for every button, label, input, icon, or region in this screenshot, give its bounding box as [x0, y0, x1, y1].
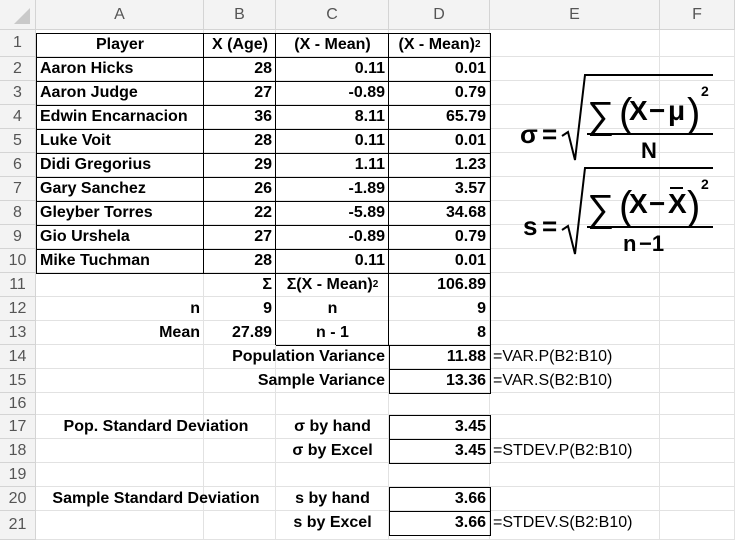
row-header[interactable]: 21 [0, 511, 36, 540]
player-name-cell[interactable]: Aaron Hicks [40, 60, 134, 77]
sigma-mu-symbol: μ [668, 95, 686, 126]
mean-label-cell[interactable]: Mean [159, 324, 200, 341]
row-header[interactable]: 10 [0, 249, 36, 273]
grid-cell[interactable] [660, 439, 735, 463]
row-header[interactable]: 8 [0, 201, 36, 225]
player-name-cell[interactable]: Edwin Encarnacion [40, 108, 188, 125]
player-sq-diff-cell[interactable]: 0.79 [454, 228, 486, 245]
row-header[interactable]: 16 [0, 393, 36, 415]
player-name-cell[interactable]: Gleyber Torres [40, 204, 153, 221]
standard-deviation-formulas [515, 70, 715, 260]
s-xbar-variable: X [668, 188, 687, 219]
pop-var-label-cell[interactable]: Population Variance [232, 348, 385, 365]
column-header-d[interactable]: D [389, 0, 490, 30]
row-header[interactable]: 6 [0, 153, 36, 177]
grid-cell[interactable] [490, 321, 660, 345]
grid-cell[interactable] [36, 393, 204, 415]
sigma-sum-symbol: ∑ [587, 95, 615, 137]
grid-cell[interactable] [660, 487, 735, 511]
sigma-x-variable: X [629, 95, 648, 126]
player-diff-cell[interactable]: 8.11 [354, 108, 385, 125]
player-sq-diff-cell[interactable]: 0.79 [454, 84, 486, 101]
s-excel-value-cell[interactable]: 3.66 [454, 514, 486, 531]
player-name-cell[interactable]: Aaron Judge [40, 84, 138, 101]
grid-cell[interactable] [36, 345, 204, 369]
player-age-cell[interactable]: 27 [254, 228, 272, 245]
sigma-equals-sign: = [542, 119, 558, 149]
row-header[interactable]: 19 [0, 463, 36, 487]
row-header[interactable]: 12 [0, 297, 36, 321]
samp-sd-label-cell[interactable]: Sample Standard Deviation [52, 490, 260, 507]
player-diff-cell[interactable]: 1.11 [354, 156, 385, 173]
grid-cell[interactable] [389, 393, 490, 415]
sigma-minus-sign: − [649, 95, 666, 126]
sum-sq-value-cell[interactable]: 106.89 [437, 276, 486, 293]
player-diff-cell[interactable]: 0.11 [354, 60, 385, 77]
grid-cell[interactable] [490, 463, 660, 487]
s-excel-formula-cell[interactable]: =STDEV.S(B2:B10) [493, 514, 633, 531]
select-all-corner[interactable] [0, 0, 36, 30]
row-header[interactable]: 15 [0, 369, 36, 393]
player-diff-cell[interactable]: -0.89 [348, 228, 385, 245]
player-age-cell[interactable]: 27 [254, 84, 272, 101]
s-sum-symbol: ∑ [587, 188, 615, 230]
header-sq-diff-base: (X - Mean) [398, 36, 475, 53]
player-diff-cell[interactable]: 0.11 [354, 132, 385, 149]
sigma-excel-value-cell[interactable]: 3.45 [454, 442, 486, 459]
sample-sd-formula [523, 168, 713, 256]
grid-cell[interactable] [389, 463, 490, 487]
player-sq-diff-cell[interactable]: 3.57 [454, 180, 486, 197]
n-label-cell[interactable]: n [190, 300, 200, 317]
sum-sq-label-cell[interactable]: Σ(X - Mean) 2 [286, 276, 379, 293]
pop-var-formula-cell[interactable]: =VAR.P(B2:B10) [493, 348, 613, 365]
s-denominator-n: n [623, 231, 637, 256]
header-diff[interactable]: (X - Mean) [294, 36, 371, 53]
header-player[interactable]: Player [95, 36, 145, 53]
player-name-cell[interactable]: Luke Voit [40, 132, 111, 149]
grid-cell[interactable] [204, 439, 276, 463]
grid-cell[interactable] [36, 439, 204, 463]
player-diff-cell[interactable]: -0.89 [348, 84, 385, 101]
grid-cell[interactable] [204, 393, 276, 415]
s-open-paren: ( [619, 184, 633, 228]
player-name-cell[interactable]: Gary Sanchez [40, 180, 146, 197]
player-age-cell[interactable]: 29 [254, 156, 272, 173]
n-label-c-cell[interactable]: n [327, 300, 338, 317]
grid-cell[interactable] [660, 511, 735, 540]
column-header-a[interactable]: A [36, 0, 204, 30]
s-excel-label-cell[interactable]: s by Excel [293, 514, 372, 531]
samp-var-formula-cell[interactable]: =VAR.S(B2:B10) [493, 372, 613, 389]
row-header[interactable]: 5 [0, 129, 36, 153]
n-value-d-cell[interactable]: 9 [477, 300, 486, 317]
sigma-excel-label-cell[interactable]: σ by Excel [292, 442, 373, 459]
grid-cell[interactable] [660, 415, 735, 439]
grid-cell[interactable] [36, 511, 204, 540]
grid-cell[interactable] [660, 463, 735, 487]
sigma-lhs-symbol: σ [520, 119, 538, 149]
player-age-cell[interactable]: 28 [254, 132, 272, 149]
player-sq-diff-cell[interactable]: 1.23 [454, 156, 486, 173]
row-header[interactable]: 2 [0, 57, 36, 81]
grid-cell[interactable] [490, 297, 660, 321]
select-all-triangle-icon [14, 8, 30, 24]
n-value-b-cell[interactable]: 9 [263, 300, 272, 317]
grid-cell[interactable] [36, 369, 204, 393]
s-denominator-minus-one: −1 [639, 231, 665, 256]
s-x-variable: X [629, 188, 648, 219]
grid-cell[interactable] [204, 511, 276, 540]
player-sq-diff-cell[interactable]: 0.01 [454, 60, 486, 77]
s-equals-sign: = [542, 211, 558, 241]
grid-cell[interactable] [490, 487, 660, 511]
grid-cell[interactable] [276, 393, 389, 415]
samp-var-label-cell[interactable]: Sample Variance [257, 372, 385, 389]
pop-var-value-cell[interactable]: 11.88 [446, 348, 486, 365]
grid-cell[interactable] [36, 463, 204, 487]
sigma-label-cell[interactable]: Σ [262, 276, 272, 293]
row-header[interactable]: 13 [0, 321, 36, 345]
player-age-cell[interactable]: 22 [254, 204, 272, 221]
grid-cell[interactable] [660, 30, 735, 57]
grid-cell[interactable] [490, 30, 660, 57]
grid-cell[interactable] [660, 345, 735, 369]
sigma-hand-value-cell[interactable]: 3.45 [454, 418, 486, 435]
s-exponent: 2 [701, 176, 709, 192]
grid-cell[interactable] [204, 463, 276, 487]
s-lhs-symbol: s [523, 211, 538, 241]
player-diff-cell[interactable]: -5.89 [348, 204, 385, 221]
row-header[interactable]: 18 [0, 439, 36, 463]
player-name-cell[interactable]: Mike Tuchman [40, 252, 150, 269]
grid-cell[interactable] [660, 297, 735, 321]
row-header[interactable]: 14 [0, 345, 36, 369]
pop-sd-label-cell[interactable]: Pop. Standard Deviation [63, 418, 249, 435]
row-header[interactable]: 20 [0, 487, 36, 511]
player-age-cell[interactable]: 28 [254, 252, 272, 269]
header-age[interactable]: X (Age) [212, 36, 268, 53]
header-sq-diff[interactable]: (X - Mean) 2 [398, 36, 481, 53]
s-minus-sign: − [649, 188, 666, 219]
row-header[interactable]: 17 [0, 415, 36, 439]
mean-value-cell[interactable]: 27.89 [231, 324, 272, 341]
row-header[interactable]: 3 [0, 81, 36, 105]
player-sq-diff-cell[interactable]: 0.01 [454, 252, 486, 269]
player-sq-diff-cell[interactable]: 34.68 [445, 204, 486, 221]
grid-cell[interactable] [490, 273, 660, 297]
player-diff-cell[interactable]: 0.11 [354, 252, 385, 269]
grid-cell[interactable] [660, 393, 735, 415]
row-header[interactable]: 4 [0, 105, 36, 129]
grid-cell[interactable] [660, 321, 735, 345]
population-sd-formula [520, 75, 713, 163]
s-hand-label-cell[interactable]: s by hand [295, 490, 370, 507]
grid-cell[interactable] [490, 393, 660, 415]
row-header[interactable]: 11 [0, 273, 36, 297]
sigma-excel-formula-cell[interactable]: =STDEV.P(B2:B10) [493, 442, 633, 459]
player-name-cell[interactable]: Didi Gregorius [40, 156, 152, 173]
column-header-f[interactable]: F [660, 0, 735, 30]
player-diff-cell[interactable]: -1.89 [348, 180, 385, 197]
n-minus-1-value-cell[interactable]: 8 [477, 324, 486, 341]
sum-sq-label-base: Σ(X - Mean) [286, 276, 373, 293]
sigma-denominator-n: N [641, 138, 657, 163]
player-age-cell[interactable]: 36 [254, 108, 272, 125]
grid-cell[interactable] [660, 273, 735, 297]
player-sq-diff-cell[interactable]: 65.79 [445, 108, 486, 125]
sigma-hand-label-cell[interactable]: σ by hand [294, 418, 371, 435]
grid-cell[interactable] [36, 273, 204, 297]
s-hand-value-cell[interactable]: 3.66 [454, 490, 486, 507]
grid-cell[interactable] [660, 369, 735, 393]
player-age-cell[interactable]: 26 [254, 180, 272, 197]
column-header-b[interactable]: B [204, 0, 276, 30]
grid-cell[interactable] [490, 415, 660, 439]
row-header[interactable]: 1 [0, 30, 36, 57]
column-header-c[interactable]: C [276, 0, 389, 30]
row-header[interactable]: 7 [0, 177, 36, 201]
sigma-exponent: 2 [701, 83, 709, 99]
row-header[interactable]: 9 [0, 225, 36, 249]
player-age-cell[interactable]: 28 [254, 60, 272, 77]
sigma-close-paren: ) [687, 91, 701, 135]
sigma-open-paren: ( [619, 91, 633, 135]
grid-cell[interactable] [276, 463, 389, 487]
column-header-e[interactable]: E [490, 0, 660, 30]
player-name-cell[interactable]: Gio Urshela [40, 228, 130, 245]
samp-var-value-cell[interactable]: 13.36 [445, 372, 486, 389]
s-close-paren: ) [687, 184, 701, 228]
player-sq-diff-cell[interactable]: 0.01 [454, 132, 486, 149]
n-minus-1-label-cell[interactable]: n - 1 [316, 324, 349, 341]
